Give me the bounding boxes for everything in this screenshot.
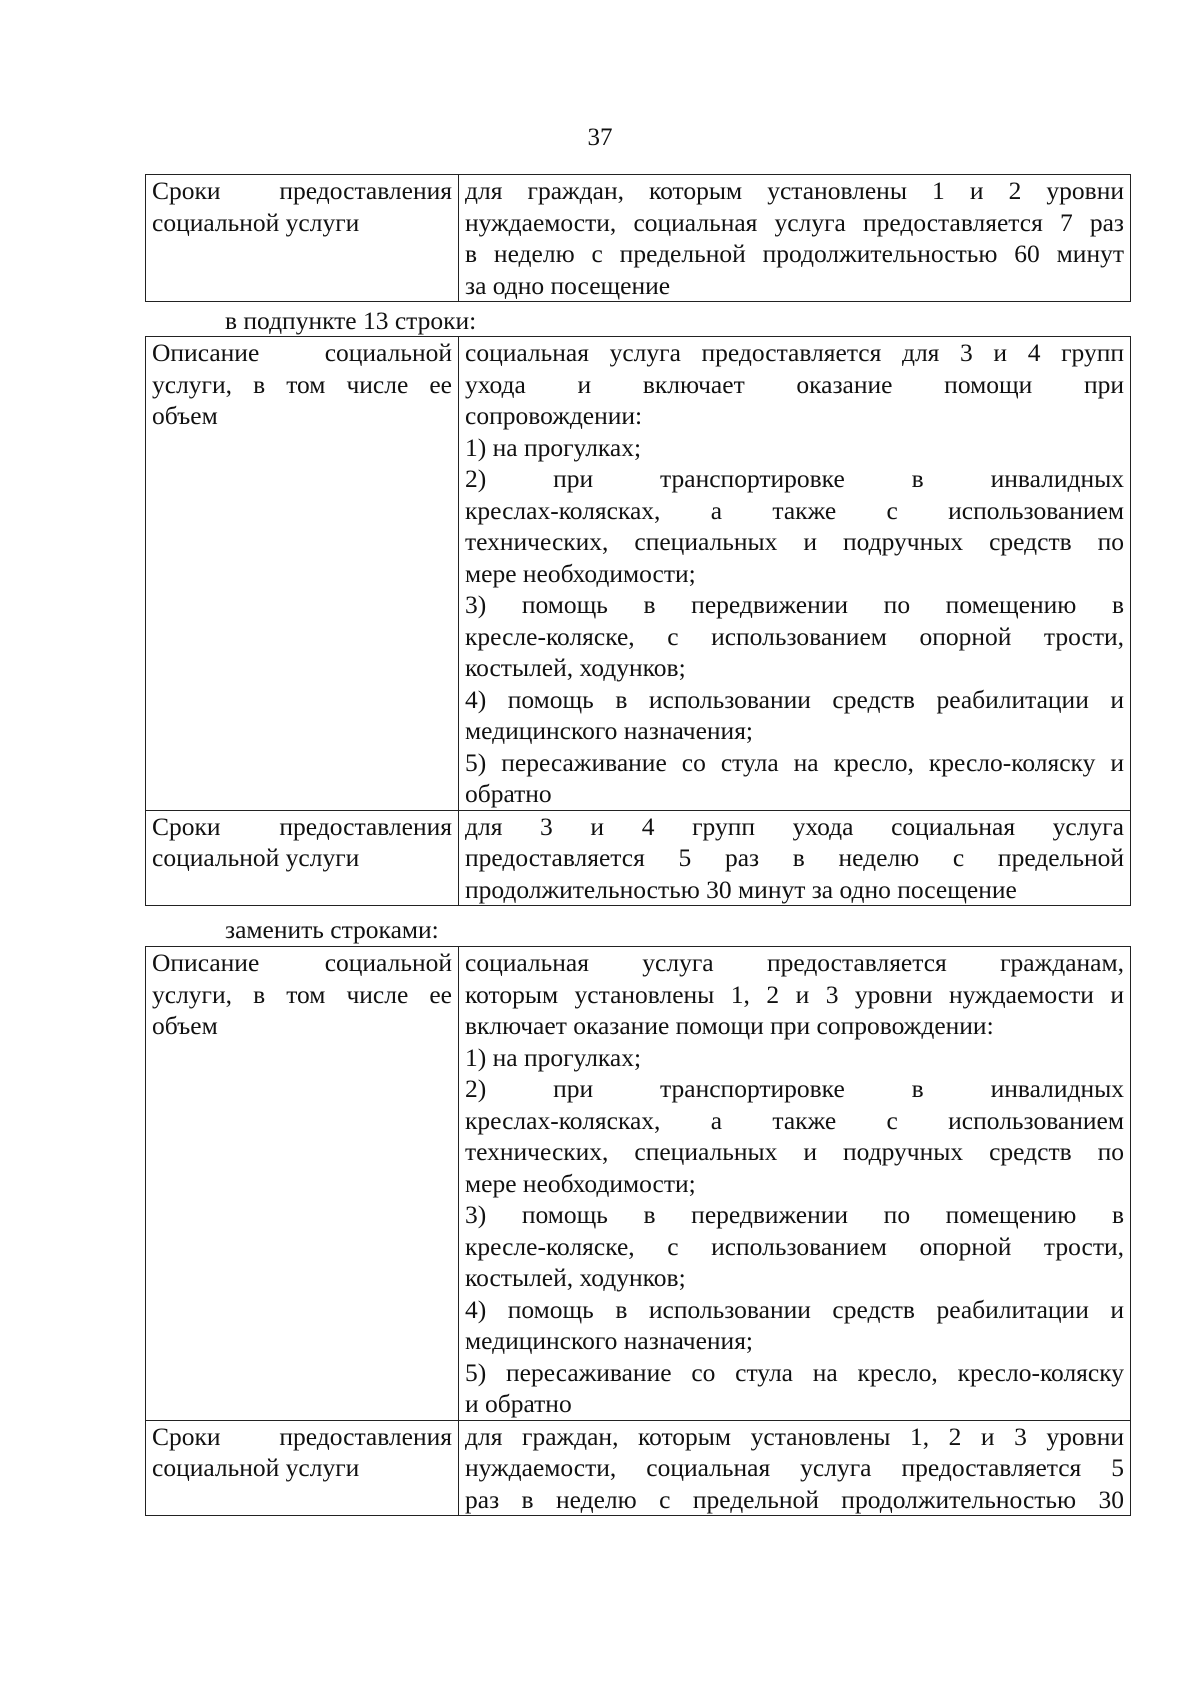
value-cell [459, 337, 1131, 811]
paragraph-replace-with: заменить строками: [225, 915, 439, 944]
label-line: социальной услуги [152, 843, 360, 872]
table-row [146, 175, 1131, 302]
label-line: Описание социальной [152, 948, 452, 977]
value-line: нуждаемости, социальная услуга предоставляется 5 [465, 1453, 1124, 1482]
value-line: 3) помощь в передвижении по помещению в [465, 590, 1124, 619]
value-line: для граждан, которым установлены 1, 2 и 3 уровни [465, 1421, 1124, 1451]
value-line: сопровождении: [465, 401, 643, 430]
value-line: для граждан, которым установлены 1 и 2 уровни [465, 176, 1124, 205]
label-cell [146, 810, 459, 906]
value-line: 1) на прогулках; [465, 1042, 642, 1072]
value-line: 2) при транспортировке в инвалидных [465, 464, 1124, 493]
label-cell [146, 947, 459, 1421]
value-line: 1) на прогулках; [465, 432, 642, 462]
value-line: для 3 и 4 групп ухода социальная услуга [465, 811, 1124, 841]
value-line: 4) помощь в использовании средств реабилитации и [465, 684, 1124, 714]
value-line: 3) помощь в передвижении по помещению в [465, 1200, 1124, 1229]
paragraph-in-subpoint: в подпункте 13 строки: [225, 306, 477, 335]
value-cell [459, 947, 1131, 1421]
label-line: объем [152, 401, 218, 430]
table-row [146, 947, 1131, 1421]
value-line: костылей, ходунков; [465, 653, 686, 682]
value-line: медицинского назначения; [465, 716, 754, 745]
label-cell [146, 1420, 459, 1516]
page-number: 37 [587, 124, 613, 151]
value-cell [459, 1420, 1131, 1516]
value-line: продолжительностью 30 минут за одно посещение [465, 874, 1017, 904]
label-line: Сроки предоставления [152, 1421, 452, 1451]
value-cell [459, 810, 1131, 906]
value-line: медицинского назначения; [465, 1326, 754, 1355]
label-cell [146, 337, 459, 811]
value-line: предоставляется 5 раз в неделю с предельной [465, 843, 1124, 872]
value-line: мере необходимости; [465, 1168, 696, 1198]
value-line: 4) помощь в использовании средств реабилитации и [465, 1294, 1124, 1324]
label-line: социальной услуги [152, 1453, 360, 1482]
value-line: креслах-колясках, а также с использованием [465, 495, 1124, 525]
value-cell [459, 175, 1131, 302]
table-row [146, 1420, 1131, 1516]
new-rows-table [145, 946, 1131, 1516]
value-line: которым установлены 1, 2 и 3 уровни нуждаемости и [465, 979, 1124, 1009]
label-cell [146, 175, 459, 302]
label-line: Описание социальной [152, 338, 452, 367]
value-line: технических, специальных и подручных средств по [465, 527, 1124, 556]
old-rows-table [145, 336, 1131, 906]
value-line: 2) при транспортировке в инвалидных [465, 1074, 1124, 1103]
value-line: нуждаемости, социальная услуга предоставляется 7 раз [465, 207, 1124, 237]
value-line: костылей, ходунков; [465, 1263, 686, 1292]
label-line: услуги, в том числе ее [152, 979, 452, 1009]
value-line: включает оказание помощи при сопровождении: [465, 1011, 994, 1040]
table-row [146, 810, 1131, 906]
value-line: социальная услуга предоставляется гражданам, [465, 948, 1124, 977]
table-row [146, 337, 1131, 811]
value-line: и обратно [465, 1389, 572, 1418]
value-line: обратно [465, 779, 552, 808]
value-line: за одно посещение [465, 270, 671, 300]
value-line: социальная услуга предоставляется для 3 и 4 групп [465, 338, 1124, 367]
value-line: 5) пересаживание со стула на кресло, кресло-коляску и [465, 747, 1124, 777]
label-line: объем [152, 1011, 218, 1040]
value-line: раз в неделю с предельной продолжительностью 30 [465, 1484, 1124, 1514]
label-line: Сроки предоставления [152, 811, 452, 841]
value-line: технических, специальных и подручных средств по [465, 1137, 1124, 1166]
value-line: 5) пересаживание со стула на кресло, кресло-коляску [465, 1357, 1124, 1387]
label-line: услуги, в том числе ее [152, 369, 452, 399]
value-line: ухода и включает оказание помощи при [465, 369, 1124, 399]
label-line: Сроки предоставления [152, 176, 452, 205]
deadline-table-continued [145, 174, 1131, 302]
value-line: креслах-колясках, а также с использованием [465, 1105, 1124, 1135]
label-line: социальной услуги [152, 207, 360, 237]
value-line: в неделю с предельной продолжительностью 60 минут [465, 239, 1124, 268]
value-line: кресле-коляске, с использованием опорной трости, [465, 1231, 1124, 1261]
value-line: кресле-коляске, с использованием опорной трости, [465, 621, 1124, 651]
value-line: мере необходимости; [465, 558, 696, 588]
